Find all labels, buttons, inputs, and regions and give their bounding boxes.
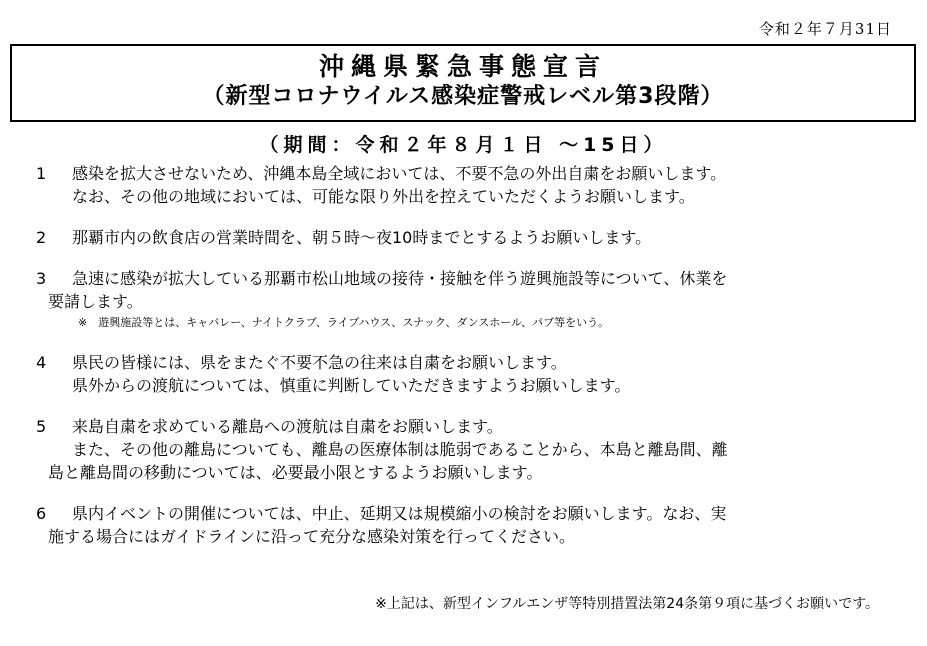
item-first-line bbox=[36, 226, 896, 249]
item-text: 要請します。 bbox=[48, 292, 143, 311]
list-item-3 bbox=[36, 267, 896, 333]
item-number: 6 bbox=[36, 504, 47, 523]
item-text: 島と離島間の移動については、必要最小限とするようお願いします。 bbox=[48, 463, 543, 482]
item-number: 2 bbox=[36, 228, 47, 247]
item-number: 3 bbox=[36, 269, 47, 288]
item-text: 来島自粛を求めている離島への渡航は自粛をお願いします。 bbox=[72, 417, 503, 436]
item-note: ※ 遊興施設等とは、キャバレー、ナイトクラブ、ライブハウス、スナック、ダンスホール、パブ等をいう。 bbox=[78, 316, 610, 329]
item-text: なお、その他の地域においては、可能な限り外出を控えていただくようお願いします。 bbox=[72, 187, 695, 206]
item-text: 那覇市内の飲食店の営業時間を、朝５時～夜10時までとするようお願いします。 bbox=[72, 228, 652, 247]
title-box bbox=[10, 44, 916, 122]
item-first-line bbox=[36, 415, 896, 438]
list-item-2 bbox=[36, 226, 896, 249]
item-text: 施する場合にはガイドラインに沿って充分な感染対策を行ってください。 bbox=[48, 527, 576, 546]
item-first-line bbox=[36, 502, 896, 525]
item-text: 感染を拡大させないため、沖縄本島全域においては、不要不急の外出自粛をお願いします。 bbox=[72, 164, 727, 183]
item-first-line bbox=[36, 351, 896, 374]
item-text: 県民の皆様には、県をまたぐ不要不急の往来は自粛をお願いします。 bbox=[72, 353, 567, 372]
item-number: 4 bbox=[36, 353, 47, 372]
item-number: 1 bbox=[36, 164, 47, 183]
item-first-line bbox=[36, 162, 896, 185]
item-first-line bbox=[36, 267, 896, 290]
period-line: （期間：令和２年８月１日 ～15日） bbox=[259, 134, 668, 156]
list-item-6 bbox=[36, 502, 896, 548]
list-item-1 bbox=[36, 162, 896, 208]
item-text: また、その他の離島についても、離島の医療体制は脆弱であることから、本島と離島間、離 bbox=[72, 440, 728, 459]
legal-basis-note: ※上記は、新型インフルエンザ等特別措置法第24条第９項に基づくお願いです。 bbox=[375, 596, 879, 612]
list-item-4 bbox=[36, 351, 896, 397]
item-text: 県内イベントの開催については、中止、延期又は規模縮小の検討をお願いします。なお、実 bbox=[72, 504, 727, 523]
request-list bbox=[36, 162, 896, 566]
main-title: 沖縄県緊急事態宣言 bbox=[318, 52, 607, 81]
item-text: 急速に感染が拡大している那覇市松山地域の接待・接触を伴う遊興施設等について、休業を bbox=[72, 269, 728, 288]
list-item-5 bbox=[36, 415, 896, 484]
item-number: 5 bbox=[36, 417, 47, 436]
document-date: 令和２年７月31日 bbox=[758, 20, 892, 38]
sub-title: （新型コロナウイルス感染症警戒レベル第3段階） bbox=[202, 84, 724, 109]
item-text: 県外からの渡航については、慎重に判断していただきますようお願いします。 bbox=[72, 376, 631, 395]
